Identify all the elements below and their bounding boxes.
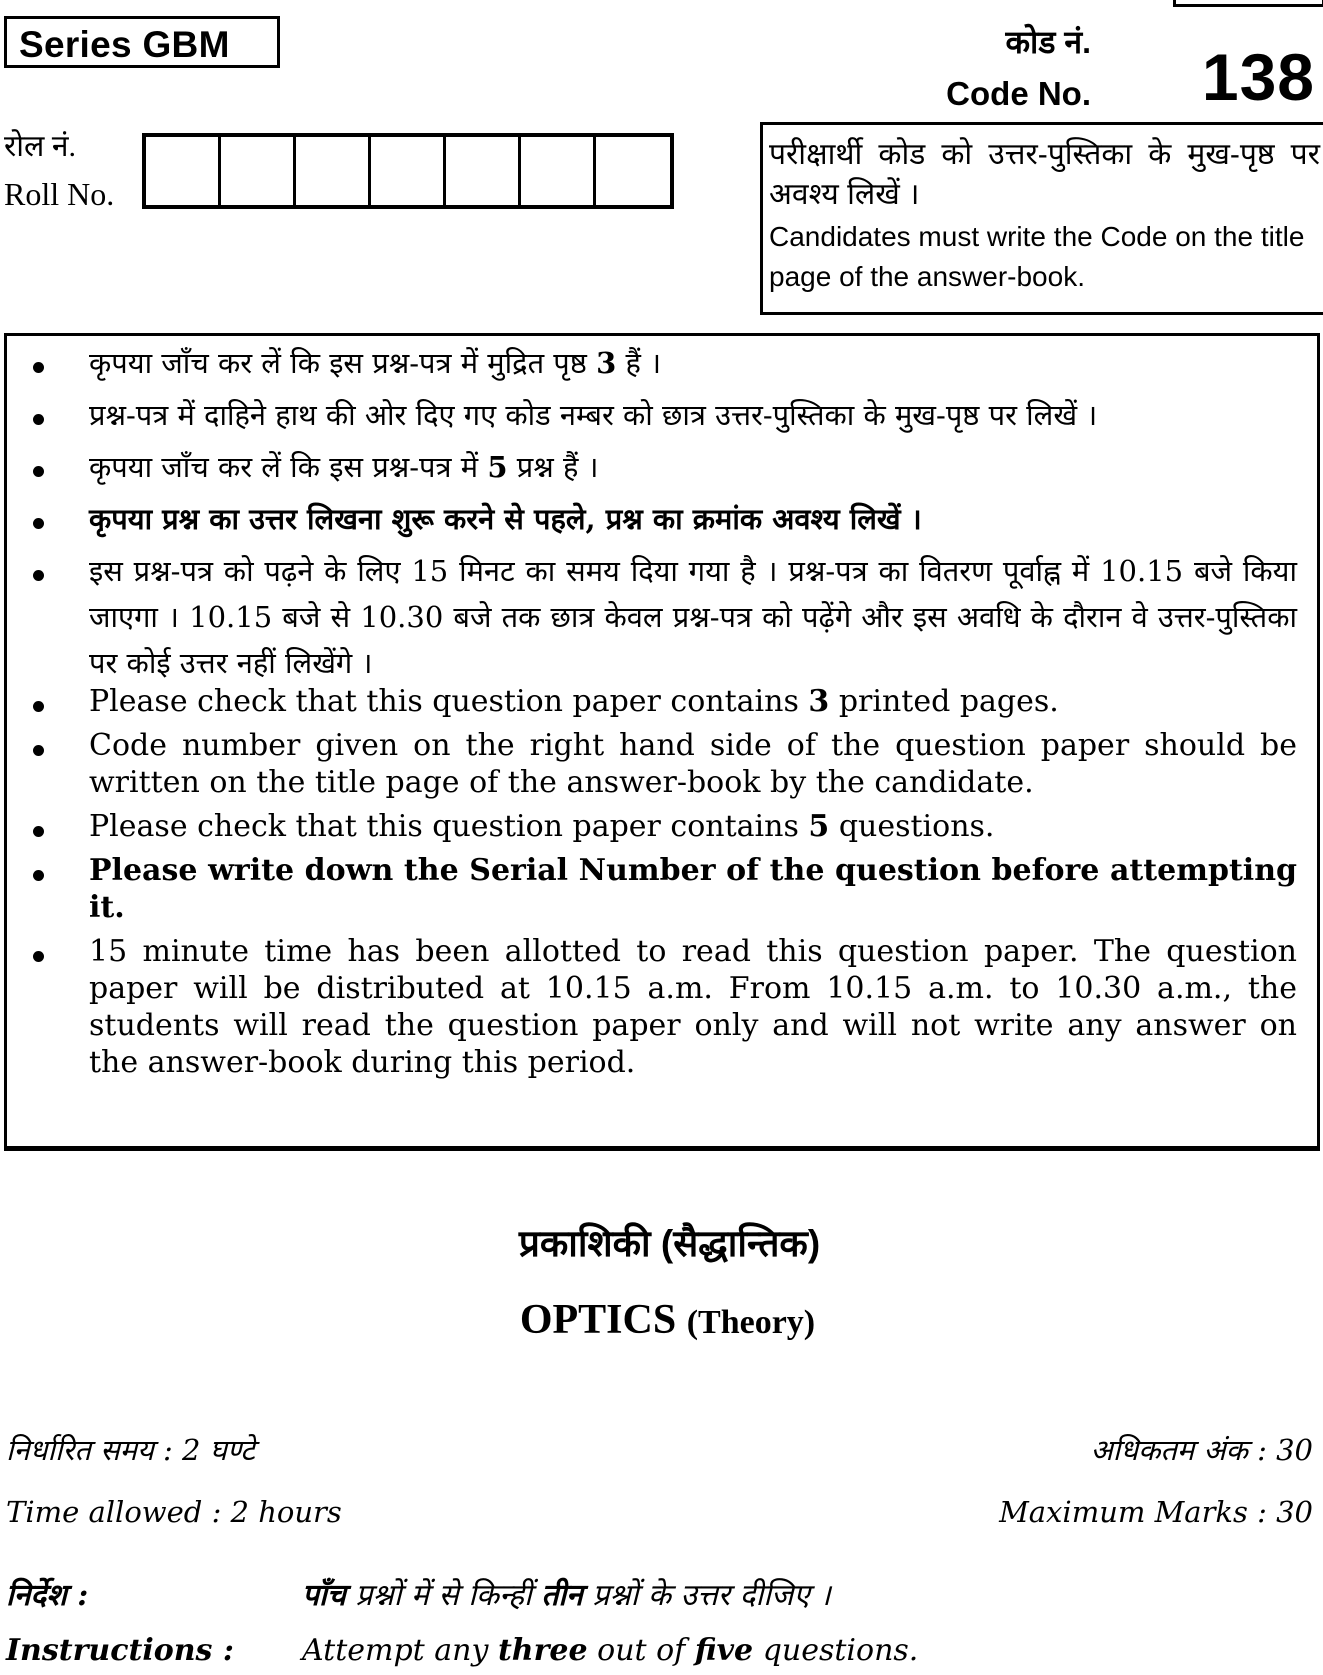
- roll-number-box[interactable]: [446, 137, 521, 205]
- max-marks-hindi: अधिकतम अंक : 30: [1090, 1433, 1313, 1467]
- directions-text-english: Attempt any three out of five questions.: [302, 1633, 919, 1668]
- roll-number-boxes: [142, 133, 674, 209]
- instruction-text: 15 minute time has been allotted to read this question paper. The question paper will be distributed at 10.15 a.m. From 10.15 a.m. to 10.30 a.m., the students will read the question paper only and will not write any answer on the answer-book during this period.: [89, 934, 1297, 1080]
- instruction-text: Code number given on the right hand side of the question paper should be written on the title page of the answer-book by the candidate.: [89, 728, 1297, 800]
- time-allowed-english: Time allowed : 2 hours: [6, 1495, 342, 1529]
- subject-title-hindi: प्रकाशिकी (सैद्धान्तिक): [518, 1223, 821, 1264]
- bullet-icon: [33, 414, 44, 425]
- general-instructions-box: [4, 333, 1320, 1151]
- code-note-box: [760, 122, 1323, 315]
- bullet-icon: [33, 362, 44, 373]
- roll-number-box[interactable]: [221, 137, 296, 205]
- roll-label-hindi: रोल नं.: [4, 130, 77, 163]
- instruction-text: Please check that this question paper contains 5 questions.: [89, 809, 995, 844]
- roll-number-box[interactable]: [596, 137, 670, 205]
- subject-title-english: [0, 1296, 1323, 1347]
- bullet-icon: [33, 570, 44, 581]
- instruction-text: कृपया जाँच कर लें कि इस प्रश्न-पत्र में 5 प्रश्न हैं ।: [89, 450, 599, 484]
- top-partial-box: [1173, 0, 1323, 7]
- code-label-english: Code No.: [946, 75, 1091, 112]
- roll-number-box[interactable]: [371, 137, 446, 205]
- instruction-text: प्रश्न-पत्र में दाहिने हाथ की ओर दिए गए कोड नम्बर को छात्र उत्तर-पुस्तिका के मुख-पृष्ठ पर लिखें ।: [89, 398, 1098, 432]
- directions-label-hindi: निर्देश :: [6, 1578, 89, 1613]
- subject-title-main: OPTICS: [519, 1297, 677, 1343]
- directions-label-english: Instructions :: [6, 1633, 234, 1668]
- code-label-hindi: कोड नं.: [1005, 24, 1091, 60]
- instruction-text: Please check that this question paper contains 3 printed pages.: [89, 684, 1059, 719]
- roll-number-box[interactable]: [296, 137, 371, 205]
- code-number: 138: [1201, 40, 1315, 114]
- code-note-hindi: परीक्षार्थी कोड को उत्तर-पुस्तिका के मुख-पृष्ठ पर अवश्य लिखें ।: [769, 138, 1320, 211]
- instruction-text: Please write down the Serial Number of the question before attempting it.: [89, 853, 1297, 925]
- instruction-text: कृपया जाँच कर लें कि इस प्रश्न-पत्र में मुद्रित पृष्ठ 3 हैं ।: [89, 346, 662, 380]
- directions-text-hindi: पाँच प्रश्नों में से किन्हीं तीन प्रश्नों के उत्तर दीजिए ।: [302, 1578, 831, 1613]
- roll-number-box[interactable]: [521, 137, 596, 205]
- code-note-english: Candidates must write the Code on the title page of the answer-book.: [769, 221, 1305, 292]
- bullet-icon: [33, 870, 44, 881]
- roll-label-english: Roll No.: [4, 176, 115, 212]
- series-label: Series GBM: [4, 16, 280, 68]
- subject-title-sub: (Theory): [686, 1304, 816, 1341]
- time-allowed-hindi: निर्धारित समय : 2 घण्टे: [6, 1433, 255, 1467]
- roll-number-box[interactable]: [146, 137, 221, 205]
- bullet-icon: [33, 466, 44, 477]
- bullet-icon: [33, 701, 44, 712]
- max-marks-english: Maximum Marks : 30: [999, 1495, 1313, 1529]
- instruction-text: कृपया प्रश्न का उत्तर लिखना शुरू करने से पहले, प्रश्न का क्रमांक अवश्य लिखें ।: [89, 502, 922, 536]
- bullet-icon: [33, 745, 44, 756]
- instruction-text: इस प्रश्न-पत्र को पढ़ने के लिए 15 मिनट का समय दिया गया है । प्रश्न-पत्र का वितरण पूर्वाह्न में 10.15 बजे किया जाएगा । 10.15 बजे से 10.30 बजे तक छात्र केवल प्रश्न-पत्र को पढ़ेंगे और इस अवधि के दौरान वे उत्तर-पुस्तिका पर कोई उत्तर नहीं लिखेंगे ।: [89, 554, 1297, 680]
- bullet-icon: [33, 951, 44, 962]
- bullet-icon: [33, 518, 44, 529]
- bullet-icon: [33, 826, 44, 837]
